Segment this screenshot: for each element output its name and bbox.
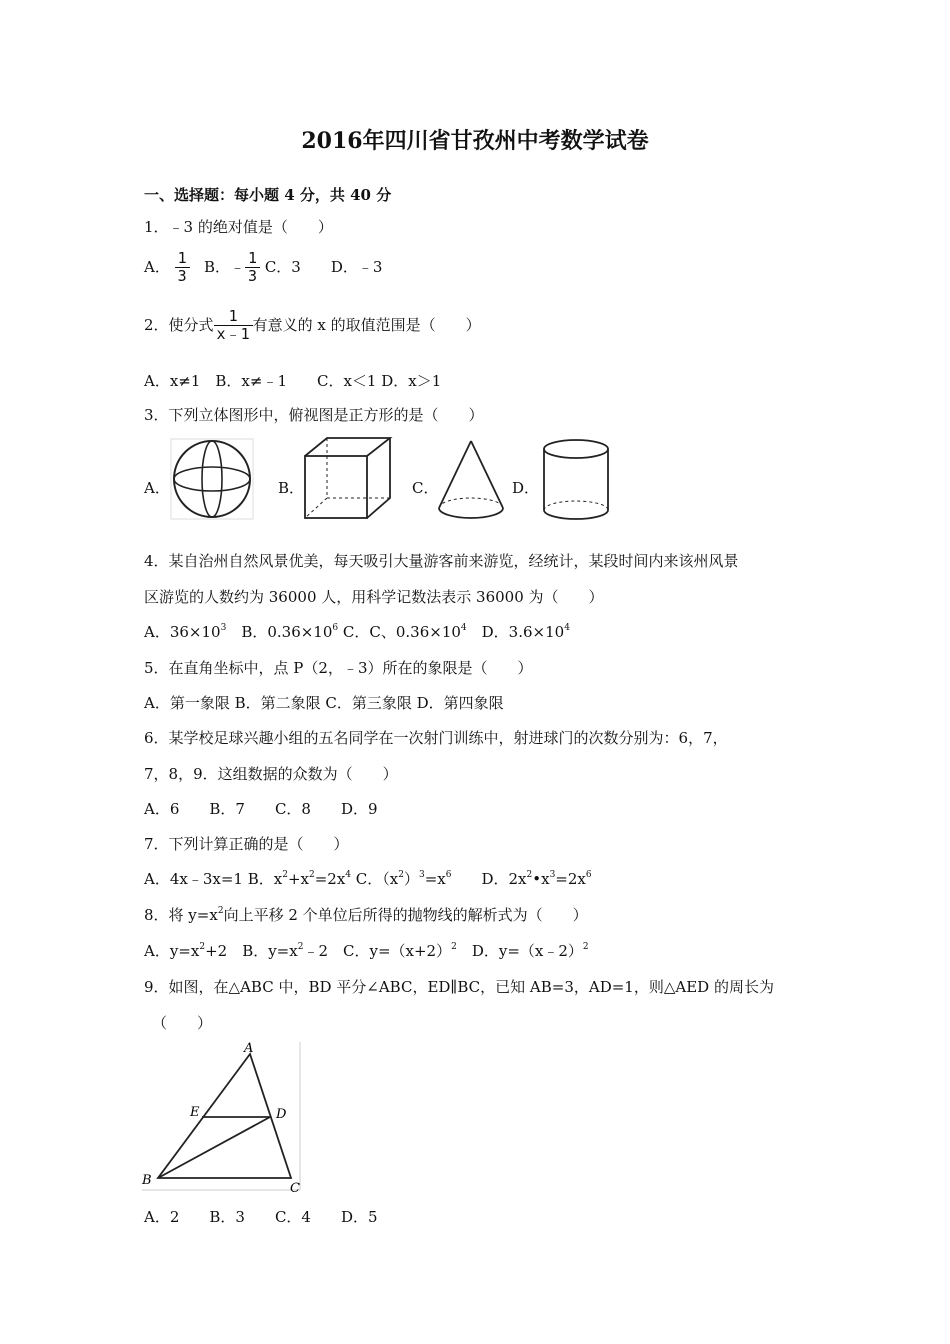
question-9-line-2: （ ） [152, 1014, 213, 1032]
question-3-stem: 3．下列立体图形中，俯视图是正方形的是（ ） [144, 406, 484, 424]
question-5-options: A．第一象限 B．第二象限 C．第三象限 D．第四象限 [144, 694, 504, 712]
section-heading: 一、选择题：每小题 4 分，共 40 分 [144, 186, 392, 204]
question-1-stem: 1．﹣3 的绝对值是（ ） [144, 218, 333, 236]
question-8-stem: 8．将 $y=x^2$向上平移 2 个单位后所得的抛物线的解析式为（ ） [144, 906, 588, 924]
question-4-line-2: 区游览的人数约为 36000 人，用科学记数法表示 36000 为（ ） [144, 588, 604, 606]
fraction-one-third: $\frac{1}{3}$ [175, 250, 190, 286]
question-7-options: A．4x﹣3x=1 B．$x^2+x^2=2x^4$ C．$(x^2)^3=x^6$ D．$2x^2•x^3=2x^6$ [144, 870, 592, 888]
label-b: B [142, 1173, 152, 1188]
option-d-label: D． [512, 479, 540, 497]
option-c-label: C． [412, 479, 439, 497]
fraction-neg-one-third: $\frac{1}{3}$ [245, 250, 260, 286]
question-6-options: A．6 B．7 C．8 D．9 [144, 800, 378, 818]
question-9-line-1: 9．如图，在△ABC 中，BD 平分∠ABC，ED∥BC，已知 AB=3，AD=1，则△AED 的周长为 [144, 978, 774, 996]
fraction-one-over-x-minus-1: $\frac{1}{x﹣1}$ [214, 308, 253, 344]
cone-icon [436, 438, 506, 522]
sphere-icon [170, 438, 256, 522]
label-d: D [276, 1107, 287, 1122]
question-4-line-1: 4．某自治州自然风景优美，每天吸引大量游客前来游览，经统计，某段时间内来该州风景 [144, 552, 739, 570]
question-6-line-2: 7，8，9．这组数据的众数为（ ） [144, 765, 398, 783]
option-b-label: B． [278, 479, 305, 497]
question-7-stem: 7．下列计算正确的是（ ） [144, 835, 349, 853]
cube-icon [302, 436, 394, 522]
question-2-options: A．x≠1 B．x≠﹣1 C．x＜1 D．x＞1 [144, 372, 442, 390]
question-9-options: A．2 B．3 C．4 D．5 [144, 1208, 378, 1226]
page-title: 2016年四川省甘孜州中考数学试卷 [301, 128, 649, 154]
question-5-stem: 5．在直角坐标中，点 P（2，﹣3）所在的象限是（ ） [144, 659, 533, 677]
label-e: E [190, 1105, 200, 1120]
question-8-options: A．$y=x^2+2$ B．$y=x^2﹣2$ C．$y=(x+2)^2$ D．y=（x﹣2）$^2$ [144, 942, 589, 960]
question-1-options: A． $\frac{1}{3}$ B．﹣ $\frac{1}{3}$ C．3 D．﹣3 [144, 249, 383, 286]
question-4-options: A．$36\times 10^3$ B．$0.36\times 10^6$ C．C、$0.36\times 10^4$ D．$3.6\times 10^4$ [144, 623, 570, 641]
option-a-label: A． [144, 479, 170, 497]
question-2-stem: 2．使分式 $\frac{1}{x﹣1}$ 有意义的 x 的取值范围是（ ） [144, 307, 481, 344]
label-c: C [290, 1181, 300, 1196]
cylinder-icon [540, 438, 612, 522]
label-a: A [244, 1041, 254, 1056]
question-6-line-1: 6．某学校足球兴趣小组的五名同学在一次射门训练中，射进球门的次数分别为：6，7， [144, 729, 728, 747]
triangle-figure [140, 1040, 306, 1196]
